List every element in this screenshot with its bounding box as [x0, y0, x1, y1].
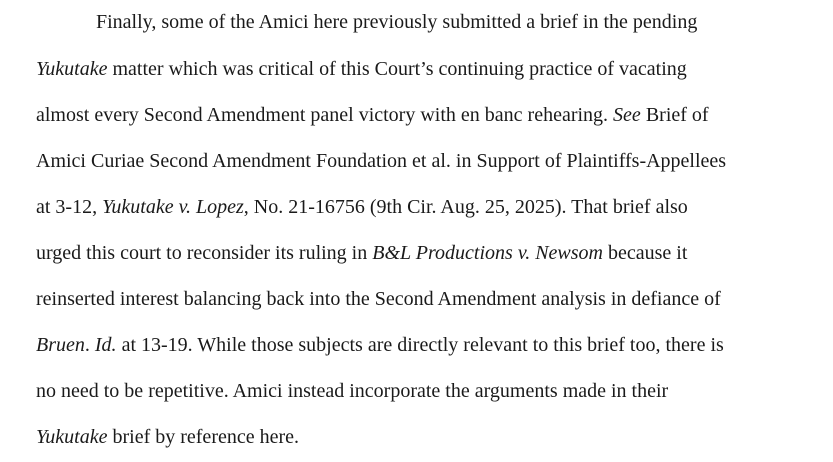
text-run: almost every Second Amendment panel victory with en banc rehearing. [36, 104, 614, 126]
paragraph-line-4 [36, 146, 726, 176]
paragraph-line-1 [96, 7, 697, 37]
paragraph-line-5 [36, 192, 688, 222]
italic-text-run: Yukutake [36, 426, 108, 448]
text-run: Brief of [640, 104, 709, 126]
italic-text-run: B&L Productions v. Newsom [372, 242, 603, 264]
text-run: no need to be repetitive. Amici instead incorporate the arguments made in their [36, 380, 669, 402]
paragraph-line-3 [36, 100, 709, 130]
text-run: Finally, some of the Amici here previously submitted a brief in the pending [96, 11, 698, 33]
italic-text-run: See [613, 104, 641, 126]
italic-text-run: Yukutake [36, 58, 108, 80]
paragraph-line-2 [36, 54, 687, 84]
italic-text-run: Bruen [36, 334, 85, 356]
italic-text-run: Id. [94, 334, 117, 356]
text-run: at 13-19. While those subjects are directly relevant to this brief too, there is [116, 334, 724, 356]
text-run: , No. 21-16756 (9th Cir. Aug. 25, 2025). That brief also [243, 196, 688, 218]
text-run: at 3-12, [36, 196, 103, 218]
text-run: because it [603, 242, 688, 264]
paragraph-line-9 [36, 376, 668, 406]
paragraph-line-7 [36, 284, 721, 314]
text-run: reinserted interest balancing back into the Second Amendment analysis in defiance of [36, 288, 721, 310]
text-run: urged this court to reconsider its ruling in [36, 242, 373, 264]
paragraph-line-6 [36, 238, 687, 268]
text-run: matter which was critical of this Court’s continuing practice of vacating [107, 58, 687, 80]
text-run: Amici Curiae Second Amendment Foundation et al. in Support of Plaintiffs-Appellees [36, 150, 727, 172]
paragraph-line-10 [36, 422, 299, 452]
text-run: . [84, 334, 95, 356]
text-run: brief by reference here. [107, 426, 300, 448]
italic-text-run: Yukutake v. Lopez [102, 196, 244, 218]
paragraph-line-8 [36, 330, 724, 360]
